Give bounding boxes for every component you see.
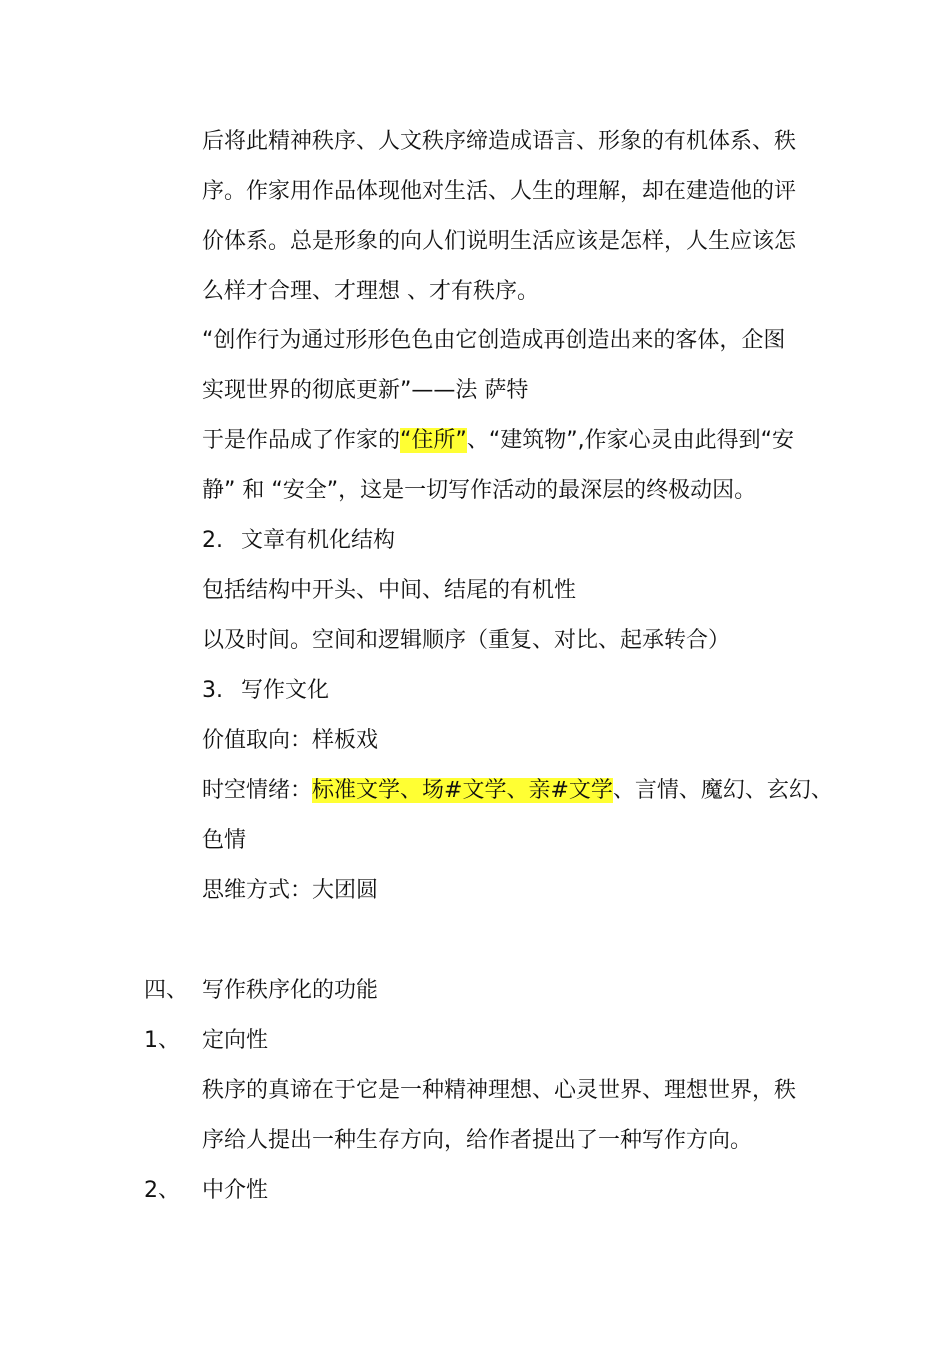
paragraph-line: 序给人提出一种生存方向，给作者提出了一种写作方向。 <box>202 1128 753 1153</box>
item-number: 2、 <box>144 1178 180 1203</box>
highlighted-text: 标准文学、场#文学、亲#文学 <box>312 778 613 803</box>
quote-line: 实现世界的彻底更新”——法 萨特 <box>202 378 529 403</box>
paragraph-line: 后将此精神秩序、人文秩序缔造成语言、形象的有机体系、秩 <box>202 129 797 154</box>
text-segment: 、“建筑物”,作家心灵由此得到“安 <box>466 428 794 453</box>
section-number: 3. <box>202 678 223 703</box>
text-segment: 、言情、魔幻、玄幻、 <box>612 778 833 803</box>
item-title: 中介性 <box>202 1178 269 1203</box>
quote-line: “创作行为通过形形色色由它创造成再创造出来的客体，企图 <box>202 328 786 353</box>
paragraph-line: 包括结构中开头、中间、结尾的有机性 <box>202 578 577 603</box>
highlighted-text: “住所” <box>400 428 467 453</box>
section-number: 四、 <box>144 978 189 1003</box>
item-number: 1、 <box>144 1028 180 1053</box>
section-title: 写作秩序化的功能 <box>202 978 379 1003</box>
paragraph-line: 价值取向：样板戏 <box>202 728 379 753</box>
paragraph-line <box>202 776 833 806</box>
paragraph-line: 色情 <box>202 828 247 853</box>
text-segment: 于是作品成了作家的 <box>202 428 401 453</box>
paragraph-line: 思维方式：大团圆 <box>202 878 379 903</box>
section-heading-3 <box>202 676 329 706</box>
text-segment: 时空情绪： <box>202 778 313 803</box>
paragraph-line: 以及时间。空间和逻辑顺序（重复、对比、起承转合） <box>202 628 731 653</box>
paragraph-line: 静” 和 “安全”，这是一切写作活动的最深层的终极动因。 <box>202 478 757 503</box>
paragraph-line: 序。作家用作品体现他对生活、人生的理解，却在建造他的评 <box>202 179 797 204</box>
paragraph-line: 价体系。总是形象的向人们说明生活应该是怎样，人生应该怎 <box>202 229 797 254</box>
paragraph-line <box>202 426 794 456</box>
section-heading-2 <box>202 526 395 556</box>
section-title: 写作文化 <box>241 678 330 703</box>
paragraph-line: 秩序的真谛在于它是一种精神理想、心灵世界、理想世界，秩 <box>202 1078 797 1103</box>
paragraph-line: 么样才合理、才理想 、才有秩序。 <box>202 279 539 304</box>
section-number: 2. <box>202 528 223 553</box>
section-title: 文章有机化结构 <box>241 528 396 553</box>
item-title: 定向性 <box>202 1028 269 1053</box>
